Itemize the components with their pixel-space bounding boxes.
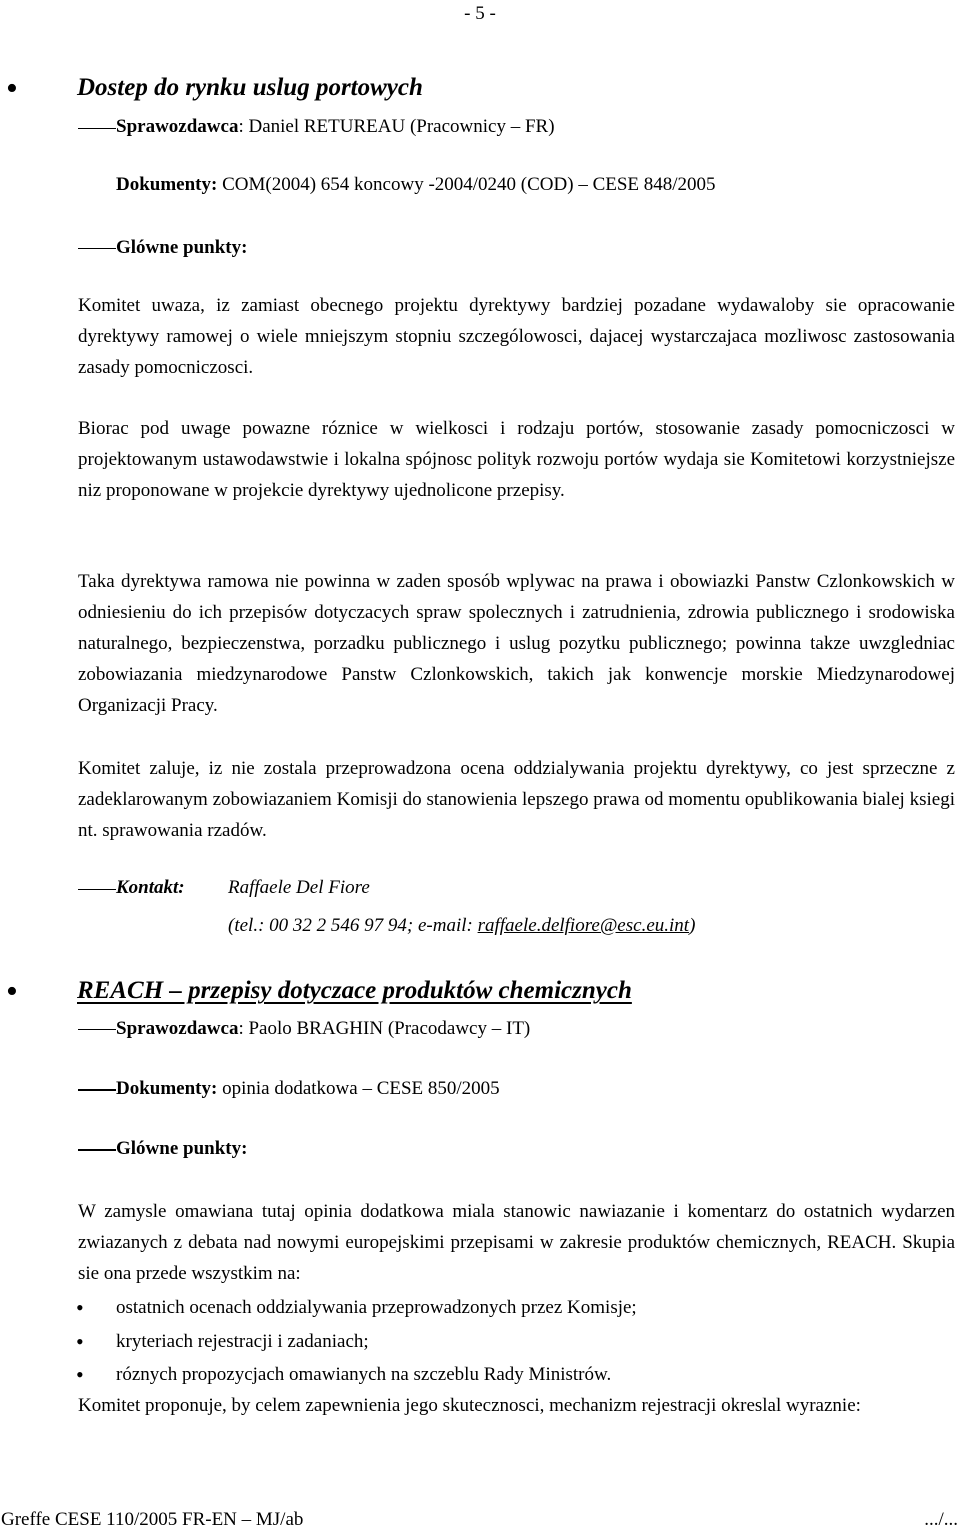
rapporteur-line — [116, 111, 555, 142]
paragraph: Taka dyrektywa ramowa nie powinna w zaden sposób wplywac na prawa i obowiazki Panstw Czlonkowskich w odniesieniu do ich przepisów dotyczacych spraw spolecznych i zatrudnienia, zdrowia publicznego i srodowiska naturalnego, bezpieczenstwa, porzadku publicznego i uslug pozytku publicznego; powinna takze uwzgledniac zobowiazania miedzynarodowe Panstw Czlonkowskich, takich jak konwencje morskie Miedzynarodowej Organizacji Pracy. — [78, 571, 955, 716]
paragraph: Biorac pod uwage powazne róznice w wielkosci i rodzaju portów, stosowanie zasady pomocniczosci w projektowanym ustawodawstwie i lokalna spójnosc polityk rozwoju portów wydaja sie Komitetowi korzystniejsze niz proponowane w projekcie dyrektywy ujednolicone przepisy. — [78, 418, 955, 501]
list-dash — [78, 1089, 116, 1091]
documents-value: COM(2004) 654 koncowy -2004/0240 (COD) – CESE 848/2005 — [217, 174, 716, 195]
contact-tel-suffix: ) — [689, 915, 696, 936]
rapporteur-line — [116, 1013, 530, 1044]
documents-value: opinia dodatkowa – CESE 850/2005 — [217, 1078, 500, 1099]
rapporteur-label: Sprawozdawca — [116, 1018, 239, 1039]
documents-label: Dokumenty: — [116, 1078, 218, 1099]
section-title: Dostep do rynku uslug portowych — [77, 74, 423, 101]
list-dash — [78, 889, 116, 890]
list-dash — [78, 1029, 116, 1030]
rapporteur-value: : Daniel RETUREAU (Pracownicy – FR) — [238, 116, 555, 137]
paragraph: W zamysle omawiana tutaj opinia dodatkowa miala stanowic nawiazanie i komentarz do ostatnich wydarzen zwiazanych z debata nad nowymi europejskimi przepisami w zakresie produktów chemicznych, REACH. Skupia sie ona przede wszystkim na: — [78, 1201, 955, 1284]
documents-line — [116, 169, 716, 200]
section-title: REACH – przepisy dotyczace produktów chemicznych — [77, 977, 632, 1004]
contact-details — [228, 910, 695, 941]
main-points-line — [116, 1133, 247, 1164]
contact-name: Raffaele Del Fiore — [228, 877, 370, 898]
section-bullet: • — [6, 70, 18, 107]
paragraph: Komitet uwaza, iz zamiast obecnego projektu dyrektywy bardziej pozadane wydawaloby sie opracowanie dyrektywy ramowej o wiele mniejszym stopniu szczególowosci, dajacej wystarczajaca mozliwosc zastosowania zasady pomocniczosci. — [78, 295, 955, 378]
paragraph: Komitet zaluje, iz nie zostala przeprowadzona ocena oddzialywania projektu dyrektywy, co jest sprzeczne z zadeklarowanym zobowiazaniem Komisji do stanowienia lepszego prawa od momentu opublikowania bialej ksiegi nt. sprawowania rzadów. — [78, 758, 955, 841]
main-points-label: Glówne punkty: — [116, 237, 248, 258]
rapporteur-label: Sprawozdawca — [116, 116, 239, 137]
list-item: kryteriach rejestracji i zadaniach; — [116, 1331, 369, 1352]
list-bullet: • — [76, 1329, 84, 1354]
contact-tel: (tel.: 00 32 2 546 97 94; e-mail: — [228, 915, 478, 936]
main-points-line — [116, 232, 247, 263]
list-bullet: • — [76, 1295, 84, 1320]
documents-label: Dokumenty: — [116, 174, 218, 195]
list-dash — [78, 1149, 116, 1151]
list-bullet: • — [76, 1362, 84, 1387]
footer-continued: .../... — [924, 1509, 958, 1530]
list-item: róznych propozycjach omawianych na szczeblu Rady Ministrów. — [116, 1364, 612, 1385]
list-dash — [78, 248, 116, 249]
page-number: - 5 - — [464, 3, 496, 24]
footer-reference: Greffe CESE 110/2005 FR-EN – MJ/ab — [1, 1509, 304, 1530]
documents-line — [116, 1073, 500, 1104]
rapporteur-value: : Paolo BRAGHIN (Pracodawcy – IT) — [238, 1018, 531, 1039]
paragraph: Komitet proponuje, by celem zapewnienia jego skutecznosci, mechanizm rejestracji okreslal wyraznie: — [78, 1395, 861, 1416]
main-points-label: Glówne punkty: — [116, 1138, 248, 1159]
list-dash — [78, 128, 116, 129]
list-item: ostatnich ocenach oddzialywania przeprowadzonych przez Komisje; — [116, 1297, 637, 1318]
section-bullet: • — [6, 973, 18, 1010]
contact-email-link[interactable]: raffaele.delfiore@esc.eu.int — [477, 915, 690, 936]
contact-line — [116, 872, 185, 903]
contact-label: Kontakt: — [116, 877, 185, 898]
